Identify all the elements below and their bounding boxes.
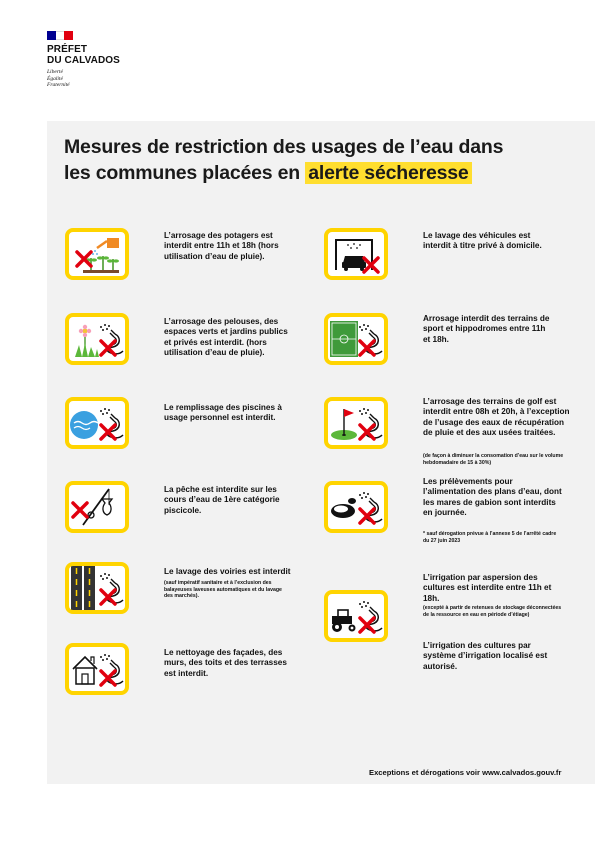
measure-text: Les prélèvements pour l’alimentation des plans d’eau, dont les mares de gabion sont interdits en journée. <box>423 477 562 517</box>
prefecture-logo <box>47 31 120 89</box>
measure-note: * sauf dérogation prévue à l’annexe 5 de l’arrêté cadre du 27 juin 2023 <box>423 531 557 544</box>
pond-hose-icon <box>324 481 388 533</box>
logo-name: PRÉFET DU CALVADOS <box>47 44 120 66</box>
measure-text: L’irrigation par aspersion des cultures est interdite entre 11h et 18h. <box>423 573 552 603</box>
car-wash-icon <box>324 228 388 280</box>
measure-note: (de façon à diminuer la consomation d’eau sur le volume hebdomadaire de 15 à 30%) <box>423 453 564 466</box>
measure-text: La pêche est interdite sur les cours d’eau de 1ère catégorie piscicole. <box>164 485 280 515</box>
measure-text: L’arrosage des terrains de golf est interdit entre 08h et 20h, à l’exception de l’usage des eaux de récupération de pluie et des aux usées traitées. <box>423 397 570 437</box>
measure-text: L’arrosage des potagers est interdit entre 11h et 18h (hors utilisation d’eau de pluie). <box>164 231 279 261</box>
measure-text: Le remplissage des piscines à usage personnel est interdit. <box>164 403 282 423</box>
golf-flag-hose-icon <box>324 397 388 449</box>
measure-text: Le lavage des voiries est interdit <box>164 567 291 576</box>
measure-text: Arrosage interdit des terrains de sport et hippodromes entre 11h et 18h. <box>423 314 550 344</box>
alert-highlight: alerte sécheresse <box>305 162 471 184</box>
pool-hose-icon <box>65 397 129 449</box>
sports-field-hose-icon <box>324 313 388 365</box>
tractor-hose-icon <box>324 590 388 642</box>
footer-link[interactable]: Exceptions et dérogations voir www.calvados.gouv.fr <box>369 768 562 777</box>
measure-text: L’arrosage des pelouses, des espaces verts et jardins publics et privés est interdit. (hors utilisation d’eau de pluie). <box>164 317 288 357</box>
measure-text: Le nettoyage des façades, des murs, des toits et des terrasses est interdit. <box>164 648 287 678</box>
page-title: Mesures de restriction des usages de l’eau dans les communes placées en alerte sécheresse <box>64 136 504 184</box>
house-hose-icon <box>65 643 129 695</box>
road-hose-icon <box>65 562 129 614</box>
measure-note: (excepté à partir de retenues de stockage déconnectées de la ressource en eau en période d’étiage) <box>423 605 562 618</box>
french-flag-icon <box>47 31 73 40</box>
measure-note: (sauf impératif sanitaire et à l’exclusion des balayeuses laveuses automatiques et du lavage des marchés). <box>164 580 282 599</box>
measure-text: Le lavage des véhicules est interdit à titre privé à domicile. <box>423 231 542 251</box>
watering-can-plants-icon <box>65 228 129 280</box>
flower-grass-hose-icon <box>65 313 129 365</box>
fishing-rod-fish-icon <box>65 481 129 533</box>
measure-text-secondary: L’irrigation des cultures par système d’irrigation localisé est autorisé. <box>423 641 548 671</box>
logo-motto: Liberté Égalité Fraternité <box>47 69 70 88</box>
